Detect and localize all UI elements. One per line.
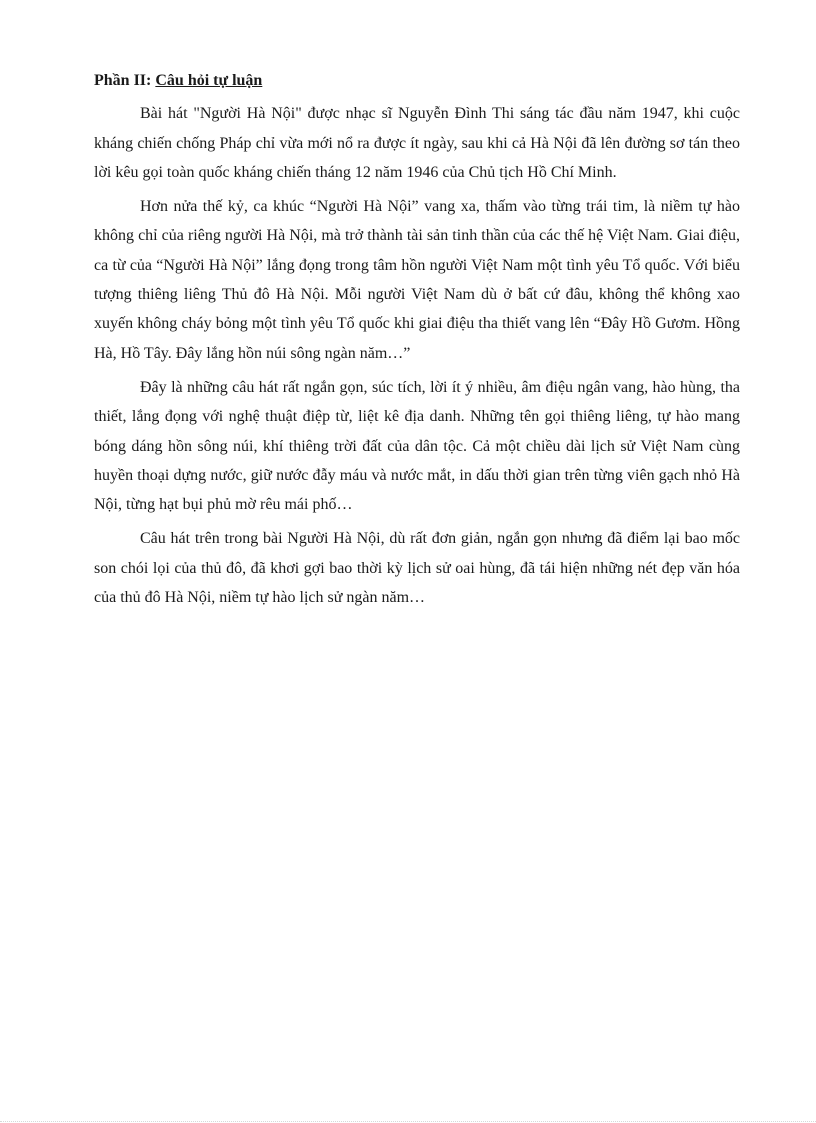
document-body <box>94 66 740 617</box>
paragraph-4: Câu hát trên trong bài Người Hà Nội, dù rất đơn giản, ngắn gọn nhưng đã điểm lại bao mốc son chói lọi của thủ đô, đã khơi gợi bao thời kỳ lịch sử oai hùng, đã tái hiện những nét đẹp văn hóa của thủ đô Hà Nội, niềm tự hào lịch sử ngàn năm… <box>94 530 740 607</box>
paragraph-3: Đây là những câu hát rất ngắn gọn, súc tích, lời ít ý nhiều, âm điệu ngân vang, hào hùng, tha thiết, lắng đọng với nghệ thuật điệp từ, liệt kê địa danh. Những tên gọi thiêng liêng, tự hào mang bóng dáng hồn sông núi, khí thiêng trời đất của dân tộc. Cả một chiều dài lịch sử Việt Nam cùng huyền thoại dựng nước, giữ nước đẫy máu và nước mắt, in dấu thời gian trên từng viên gạch nhỏ Hà Nội, từng hạt bụi phủ mờ rêu mái phố… <box>94 378 740 514</box>
section-label: Phần II: <box>94 72 152 89</box>
paragraph-1: Bài hát "Người Hà Nội" được nhạc sĩ Nguyễn Đình Thi sáng tác đầu năm 1947, khi cuộc kháng chiến chống Pháp chỉ vừa mới nổ ra được ít ngày, sau khi cả Hà Nội đã lên đường sơ tán theo lời kêu gọi toàn quốc kháng chiến tháng 12 năm 1946 của Chủ tịch Hồ Chí Minh. <box>94 105 740 181</box>
section-title: Câu hỏi tự luận <box>155 72 263 89</box>
section-heading <box>94 66 740 95</box>
page-bottom-rule <box>0 1121 816 1122</box>
paragraph-2: Hơn nửa thế kỷ, ca khúc “Người Hà Nội” vang xa, thấm vào từng trái tim, là niềm tự hào không chỉ của riêng người Hà Nội, mà trở thành tài sản tinh thần của các thế hệ Việt Nam. Giai điệu, ca từ của “Người Hà Nội” lắng đọng trong tâm hồn người Việt Nam một tình yêu Tổ quốc. Với biểu tượng thiêng liêng Thủ đô Hà Nội. Mỗi người Việt Nam dù ở bất cứ đâu, không thể không xao xuyến không cháy bỏng một tình yêu Tổ quốc khi giai điệu tha thiết vang lên “Đây Hồ Gươm. Hồng Hà, Hồ Tây. Đây lắng hồn núi sông ngàn năm…” <box>94 198 740 362</box>
